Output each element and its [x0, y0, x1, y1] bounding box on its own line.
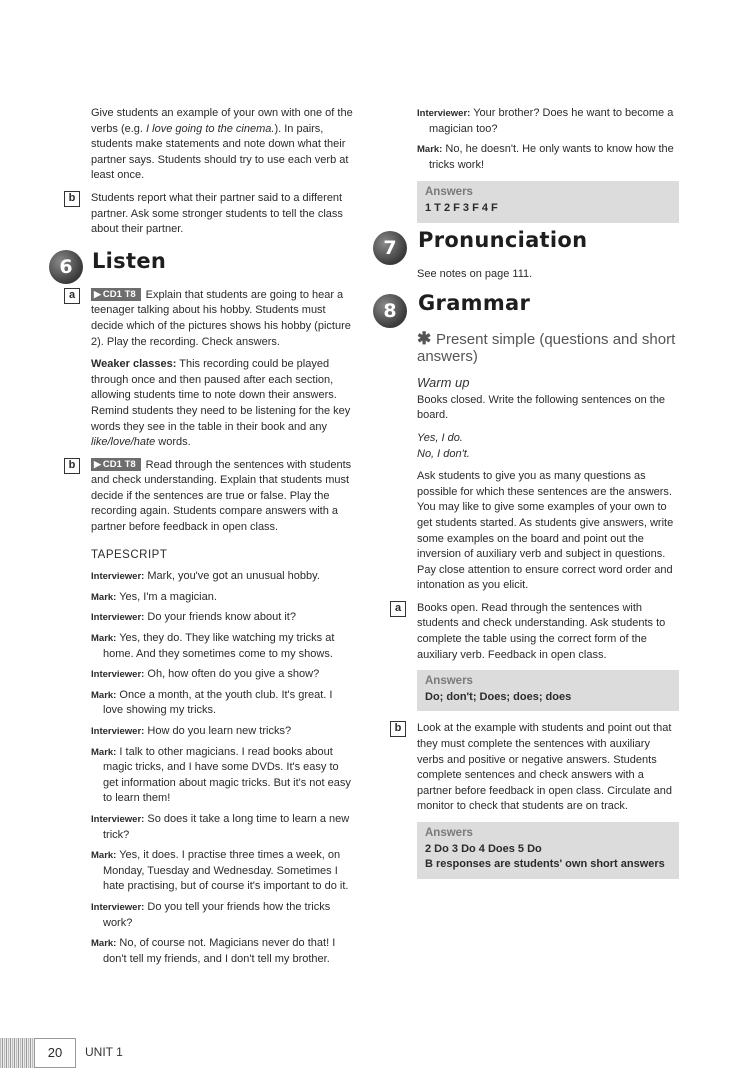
speech-text: Yes, they do. They like watching my tricks at home. And they sometimes come to my shows.	[103, 632, 335, 660]
activity-b-intro	[68, 191, 353, 238]
section-8-header	[383, 291, 679, 328]
tapescript-line	[91, 900, 353, 931]
weaker-classes-note: Weaker classes: This recording could be played through once and then paused after each section, allowing students time to note down their answers. Remind students they need to be listening for the key words they see in the table in their book and any like/love/hate words.	[91, 358, 351, 449]
right-column	[383, 106, 679, 889]
tapescript-line	[417, 106, 679, 137]
speech-text: Once a month, at the youth club. It's great. I love showing my tricks.	[103, 688, 333, 717]
section-number-8: 8	[373, 294, 407, 328]
activity-label-b: b	[64, 191, 80, 207]
warm-up-text: Books closed. Write the following sentences on the board.	[417, 393, 666, 422]
answers-box-3	[417, 822, 679, 879]
tapescript-line	[91, 667, 353, 683]
unit-label: UNIT 1	[85, 1045, 123, 1059]
speaker-label: Mark:	[91, 689, 117, 701]
answers-heading: Answers	[425, 827, 473, 839]
speech-text: Your brother? Does he want to become a magician too?	[429, 107, 674, 135]
section-title-pronunciation: Pronunciation	[418, 227, 588, 252]
tapescript-continued	[417, 106, 679, 173]
section-title-listen: Listen	[92, 248, 167, 273]
tapescript-line	[91, 631, 353, 662]
activity-6b-text: ▶ CD1 T8 Read through the sentences with students and check understanding. Explain that students must decide if the sentences are true or false. Play the recording again. Students compare answers with a partner before feedback in open class.	[91, 458, 352, 534]
speech-text: I talk to other magicians. I read books about magic tricks, and I have some DVDs. It's easy to get information about magic tricks. But it's not easy to learn them!	[103, 745, 351, 805]
activity-8b	[394, 721, 679, 815]
intro-paragraph	[91, 106, 353, 184]
activity-b-text: Students report what their partner said to a different partner. Ask some stronger students to tell the class about their partner.	[91, 191, 343, 236]
speech-text: Do your friends know about it?	[147, 611, 296, 624]
section-title-grammar: Grammar	[418, 291, 531, 316]
speaker-label: Mark:	[417, 144, 443, 156]
section-number-7: 7	[373, 231, 407, 265]
section-7-header	[383, 227, 679, 275]
tapescript-line	[91, 688, 353, 719]
speaker-label: Interviewer:	[91, 901, 145, 913]
speech-text: Do you tell your friends how the tricks work?	[103, 900, 331, 929]
speech-text: Yes, it does. I practise three times a week, on Monday, Tuesday and Wednesday. Sometimes I hate practising, but of course it's important to do it.	[103, 849, 349, 893]
section-number-6: 6	[49, 250, 83, 284]
speech-text: No, of course not. Magicians never do that! I don't tell my friends, and I don't tell my brother.	[103, 937, 336, 965]
activity-label-a: a	[64, 288, 80, 304]
tapescript-line	[91, 848, 353, 895]
answers-heading: Answers	[425, 186, 473, 199]
footer-decoration	[0, 1038, 34, 1068]
tapescript-line	[91, 745, 353, 807]
activity-6a	[68, 288, 353, 350]
tapescript-line	[91, 610, 353, 626]
speech-text: How do you learn new tricks?	[147, 725, 292, 737]
speaker-label: Interviewer:	[91, 612, 145, 624]
speaker-label: Mark:	[91, 850, 117, 862]
warm-up-heading: Warm up	[417, 375, 470, 391]
speaker-label: Mark:	[91, 938, 117, 950]
speaker-label: Mark:	[91, 746, 117, 758]
answers-value: Do; don't; Does; does; does	[425, 690, 572, 703]
intro-text: Give students an example of your own with one of the verbs (e.g.	[91, 107, 353, 135]
speech-text: No, he doesn't. He only wants to know how the tricks work!	[429, 143, 674, 171]
activity-8a	[394, 601, 679, 663]
activity-label-b: b	[390, 721, 406, 737]
asterisk-icon: ✱	[417, 329, 436, 349]
play-icon: ▶	[94, 458, 101, 469]
tapescript-line	[91, 724, 353, 740]
speaker-label: Mark:	[91, 633, 117, 645]
cd-track-badge[interactable]: ▶ CD1 T8	[91, 288, 141, 301]
answers-box-2	[417, 670, 679, 711]
pronunciation-note: See notes on page 111.	[417, 267, 533, 280]
speaker-label: Mark:	[91, 591, 117, 603]
answers-box-1	[417, 181, 679, 222]
grammar-subheading: ✱ Present simple (questions and short answers)	[417, 329, 676, 366]
answers-value: 2 Do 3 Do 4 Does 5 Do	[425, 842, 542, 855]
answers-value: 1 T 2 F 3 F 4 F	[425, 201, 498, 214]
answers-value: B responses are students' own short answers	[425, 858, 665, 871]
grammar-paragraph: Ask students to give you as many questions as possible for which these sentences are the answers. You may like to give some examples of your own to get students started. As students give answers, write some examples on the board and point out the inversion of auxiliary verb and subject in questions. Pay close attention to ensure correct word order and intonation as you elicit.	[417, 470, 674, 592]
example-sentences: Yes, I do. No, I don't.	[417, 431, 470, 460]
speaker-label: Interviewer:	[417, 108, 471, 119]
speech-text: Yes, I'm a magician.	[119, 590, 217, 603]
speech-text: So does it take a long time to learn a new trick?	[103, 812, 350, 841]
tapescript	[91, 569, 353, 967]
intro-text-end: ). In pairs, students make statements and note down what their partner says. Students should try to use each verb at least once.	[91, 122, 349, 182]
speech-text: Oh, how often do you give a show?	[147, 668, 320, 681]
activity-label-a: a	[390, 601, 406, 617]
activity-6a-text: ▶ CD1 T8 Explain that students are going to hear a teenager talking about his hobby. Students must decide which of the pictures shows his hobby (picture 2). Play the recording. Check answers.	[91, 288, 351, 348]
left-column	[59, 106, 353, 972]
speaker-label: Interviewer:	[91, 571, 145, 583]
speaker-label: Interviewer:	[91, 669, 145, 681]
tapescript-line	[91, 812, 353, 843]
activity-8a-text: Books open. Read through the sentences with students and check understanding. Ask students to complete the table using the correct form of the auxiliary verb. Feedback in open class.	[417, 601, 666, 661]
answers-heading: Answers	[425, 675, 473, 688]
tapescript-title: TAPESCRIPT	[91, 548, 168, 561]
speaker-label: Interviewer:	[91, 813, 145, 825]
intro-example: I love going to the cinema.	[146, 122, 275, 135]
activity-8b-text: Look at the example with students and point out that they must complete the sentences with auxiliary verbs and positive or negative answers. Students complete sentences and check answers with a partner before feedback in open class. Circulate and monitor to check that students are on track.	[417, 722, 672, 813]
speaker-label: Interviewer:	[91, 726, 145, 737]
tapescript-line	[91, 569, 353, 585]
tapescript-line	[91, 936, 353, 967]
page-number: 20	[34, 1038, 76, 1068]
activity-6b	[68, 458, 353, 536]
section-6-header	[59, 248, 353, 288]
speech-text: Mark, you've got an unusual hobby.	[147, 570, 320, 583]
tapescript-line	[417, 142, 679, 173]
cd-track-badge[interactable]: ▶ CD1 T8	[91, 458, 141, 471]
activity-label-b: b	[64, 458, 80, 474]
play-icon: ▶	[94, 288, 101, 299]
tapescript-line	[91, 590, 353, 606]
